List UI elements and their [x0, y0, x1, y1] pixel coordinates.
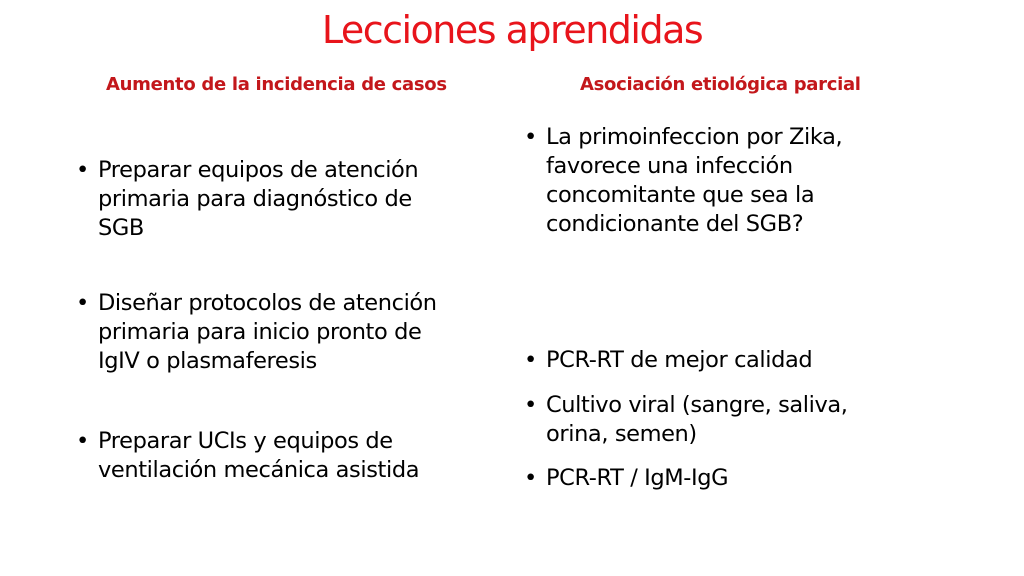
bullet-icon: •	[524, 347, 537, 373]
bullet-icon: •	[76, 428, 89, 454]
slide-title: Lecciones aprendidas	[321, 8, 703, 52]
bullet-text-line: Preparar equipos de atención	[98, 157, 419, 183]
bullet-text-line: Preparar UCIs y equipos de	[98, 428, 393, 454]
bullet-item	[524, 391, 848, 449]
left-bullet-list	[76, 0, 506, 576]
bullet-text-line: primaria para inicio pronto de	[98, 319, 422, 345]
bullet-item	[76, 427, 419, 485]
bullet-text-line: condicionante del SGB?	[546, 211, 804, 237]
bullet-text-line: PCR-RT de mejor calidad	[546, 347, 813, 373]
bullet-text-line: ventilación mecánica asistida	[98, 457, 420, 483]
bullet-text-line: primaria para diagnóstico de	[98, 186, 412, 212]
bullet-icon: •	[524, 465, 537, 491]
right-column-heading: Asociación etiológica parcial	[580, 74, 861, 95]
bullet-icon: •	[76, 157, 89, 183]
bullet-icon: •	[76, 290, 89, 316]
bullet-text-line: Diseñar protocolos de atención	[98, 290, 437, 316]
bullet-text-line: SGB	[98, 215, 144, 241]
bullet-text-line: La primoinfeccion por Zika,	[546, 124, 843, 150]
bullet-text-line: favorece una infección	[546, 153, 793, 179]
bullet-item	[524, 123, 842, 239]
bullet-item	[76, 156, 418, 243]
left-column-heading: Aumento de la incidencia de casos	[106, 74, 447, 95]
bullet-item	[524, 346, 812, 375]
bullet-icon: •	[524, 392, 537, 418]
bullet-text-line: PCR-RT / IgM-IgG	[546, 465, 729, 491]
bullet-text-line: orina, semen)	[546, 421, 697, 447]
right-bullet-list	[524, 0, 974, 576]
bullet-item	[76, 289, 437, 376]
bullet-text-line: IgIV o plasmaferesis	[98, 348, 317, 374]
bullet-item	[524, 464, 728, 493]
bullet-text-line: Cultivo viral (sangre, saliva,	[546, 392, 848, 418]
bullet-text-line: concomitante que sea la	[546, 182, 815, 208]
bullet-icon: •	[524, 124, 537, 150]
